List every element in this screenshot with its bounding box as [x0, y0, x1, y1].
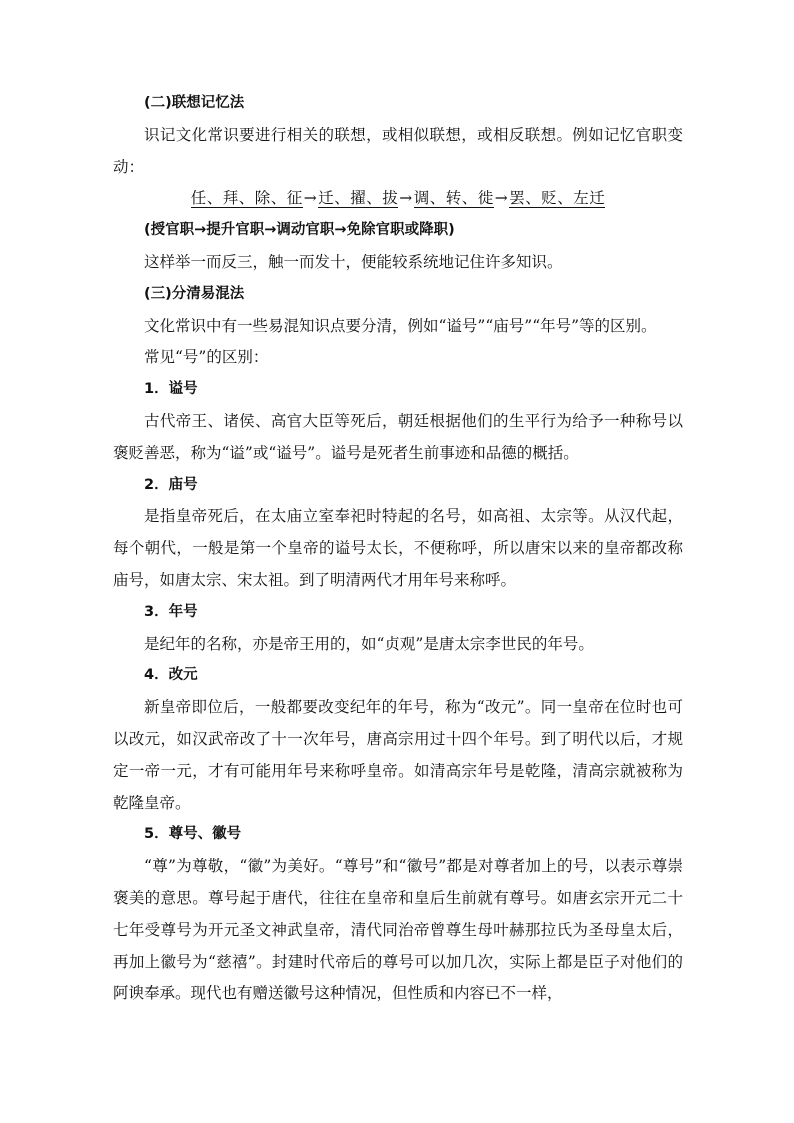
item-title-temple: 2．庙号 [144, 476, 198, 493]
chain-group-demote: 罢、贬、左迁 [509, 189, 606, 208]
document-page [113, 88, 683, 1010]
section-title-distinguish: (三)分清易混法 [144, 285, 245, 302]
chain-group-transfer: 调、转、徙 [413, 189, 494, 208]
item-title-gaiyuan: 4．改元 [144, 667, 198, 684]
paragraph-association-intro: 识记文化常识要进行相关的联想，或相似联想，或相反联想。例如记忆官职变动： [113, 125, 683, 176]
item-text-temple: 是指皇帝死后，在太庙立室奉祀时特起的名号，如高祖、太宗等。从汉代起，每个朝代，一般是第一个皇帝的谥号太长，不便称呼，所以唐宋以来的皇帝都改称庙号，如唐太宗、宋太祖。到了明清两代才用年号来称呼。 [113, 507, 683, 589]
chain-arrow: → [494, 189, 509, 208]
item-text-gaiyuan: 新皇帝即位后，一般都要改变纪年的年号，称为“改元”。同一皇帝在位时也可以改元，如汉武帝改了十一次年号，唐高宗用过十四个年号。到了明代以后，才规定一帝一元，才有可能用年号来称呼皇帝。如清高宗年号是乾隆，清高宗就被称为乾隆皇帝。 [113, 698, 683, 812]
paragraph-common-titles: 常见“号”的区别： [144, 348, 269, 367]
chain-group-appoint: 任、拜、除、征 [190, 189, 303, 208]
chain-arrow: → [303, 189, 318, 208]
item-text-honorific: “尊”为尊敬，“徽”为美好。“尊号”和“徽号”都是对尊者加上的号，以表示尊崇褒美的意思。尊号起于唐代，往往在皇帝和皇后生前就有尊号。如唐玄宗开元二十七年受尊号为开元圣文神武皇帝，清代同治帝曾尊生母叶赫那拉氏为圣母皇太后，再加上徽号为“慈禧”。封建时代帝后的尊号可以加几次，实际上都是臣子对他们的阿谀奉承。现代也有赠送徽号这种情况，但性质和内容已不一样， [113, 857, 683, 1003]
item-text-posthumous: 古代帝王、诸侯、高官大臣等死后，朝廷根据他们的生平行为给予一种称号以褒贬善恶，称为“谥”或“谥号”。谥号是死者生前事迹和品德的概括。 [113, 411, 683, 462]
item-title-honorific: 5．尊号、徽号 [144, 826, 242, 843]
paragraph-association-summary: 这样举一而反三，触一而发十，便能较系统地记住许多知识。 [144, 252, 563, 271]
paragraph-distinguish-intro: 文化常识中有一些易混知识点要分清，例如“谥号”“庙号”“年号”等的区别。 [144, 316, 657, 335]
section-title-association: (二)联想记忆法 [144, 95, 245, 111]
item-title-era: 3．年号 [144, 603, 198, 620]
item-text-era: 是纪年的名称，亦是帝王用的，如“贞观”是唐太宗李世民的年号。 [144, 634, 594, 653]
official-post-chain [113, 183, 683, 215]
chain-arrow: → [399, 189, 413, 208]
chain-explanation: (授官职→提升官职→调动官职→免除官职或降职) [144, 222, 455, 239]
chain-group-promote: 迁、擢、拔 [318, 189, 399, 208]
item-title-posthumous: 1．谥号 [144, 381, 198, 398]
